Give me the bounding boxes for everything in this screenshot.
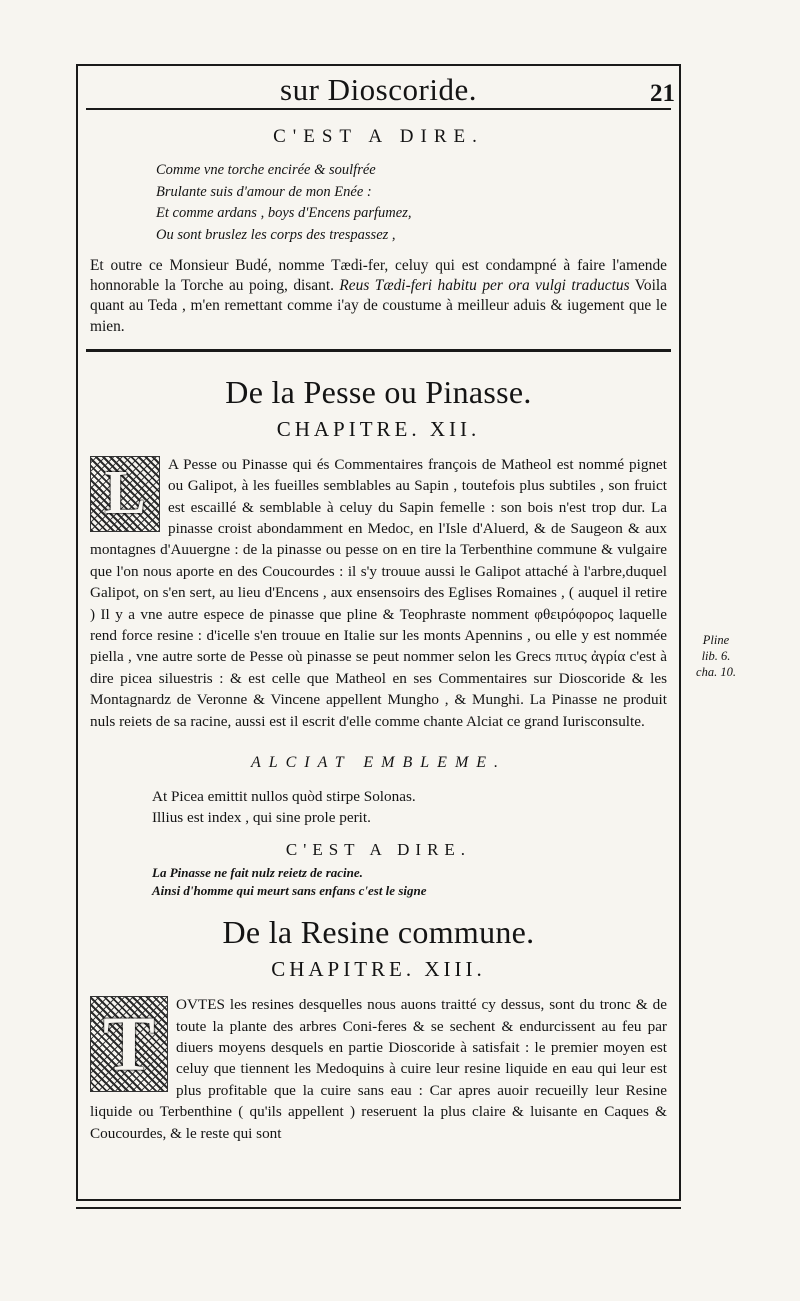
verse-block — [152, 864, 671, 900]
page-number: 21 — [650, 80, 675, 107]
margin-note-line: cha. 10. — [696, 665, 736, 679]
verse-line: La Pinasse ne fait nulz reietz de racine. — [152, 865, 363, 881]
latin-quote: Reus Tædi-feri habitu per ora vulgi traductus — [339, 277, 630, 295]
initial-letter: T — [102, 1000, 156, 1088]
verse-line: Et comme ardans , boys d'Encens parfumez, — [156, 205, 412, 221]
latin-verse — [152, 786, 671, 828]
chapter-text: A Pesse ou Pinasse qui és Commentaires françois de Matheol est nommé pignet ou Galipot, à les fueilles semblables au Sapin , toutefois plus subtiles , son fruict est escaillé & semblable à celuy du Sapin femelle : son bois n'est trop dur. La pinasse croist abondamment en Medoc, en l'Isle d'Aluerd, & de Saugeon & aux montagnes d'Auuergne : de la pinasse ou pesse on en tire la Terbenthine commune & vulgaire que l'on nous aporte en des Coucourdes : il s'y trouue aussi le Galipot attaché à l'arbre,duquel Galipot, on s'en sert, au lieu d'Encens , aux ensensoirs des Eglises Romaines , ( auquel il retire ) Il y a vne autre espece de pinasse que pline & Teophraste nomment φθειρόφορος laquelle rend force resine : d'icelle s'en trouue en Italie sur les monts Apennins , ou elle y est nommée piella , vne autre sorte de Pesse où pinasse se peut nommer selon les Grecs πιτυς ἀγρία c'est à dire picea siluestris : & est celle que Matheol en ses Commentaires sur Dioscoride & les Montagnardz de Veronne & Vincene appellent Mungho , & Munghi. La Pinasse ne produit nuls reiets de sa racine, aussi est il escrit d'elle comme chante Alciat ce grand Iurisconsulte. — [90, 455, 667, 730]
margin-note-line: Pline — [702, 633, 730, 647]
margin-note — [686, 632, 746, 680]
prose-text: Et outre ce Monsieur Budé, nomme Tædi-fer, celuy qui est condampné à faire l'amende honnorable la Torche au poing, disant. — [90, 257, 667, 295]
chapter-number: CHAPITRE. XIII. — [271, 957, 486, 982]
ornamental-initial — [90, 456, 160, 532]
section-heading: C'EST A DIRE. — [273, 126, 484, 147]
margin-note-line: lib. 6. — [701, 649, 731, 663]
ornamental-initial — [90, 996, 168, 1092]
chapter-text: OVTES les resines desquelles nous auons traitté cy dessus, sont du tronc & de toute la plante des arbres Coni-feres & se sechent & endurcissent au feu par diuers moyens desquels en partie Dioscoride à satisfait : le premier moyen est celuy que tiennent les Medoquins à cuire leur resine liquide en eau qui leur est plus profitable que la cuire sans eau : Car apres auoir recueilly leur Resine liquide ou Terbenthine ( qu'ils appellent ) reseruent la plus claire & luisante en Caques & Coucourdes, & le reste qui sont — [90, 996, 667, 1142]
bottom-rule — [76, 1207, 681, 1209]
verse-line: Ainsi d'homme qui meurt sans enfans c'est le signe — [152, 883, 427, 899]
verse-line: Illius est index , qui sine prole perit. — [152, 809, 371, 827]
running-title: sur Dioscoride. — [280, 72, 477, 107]
emblem-heading: ALCIAT EMBLEME. — [250, 754, 507, 772]
chapter-title: De la Resine commune. — [222, 914, 535, 951]
initial-letter: L — [104, 459, 146, 528]
verse-line: Ou sont bruslez les corps des trespassez , — [156, 226, 396, 243]
chapter-number: CHAPITRE. XII. — [276, 416, 481, 441]
verse-block — [156, 160, 671, 246]
chapter-body — [86, 994, 671, 1144]
section-heading: C'EST A DIRE. — [285, 840, 472, 860]
verse-line: Comme vne torche encirée & soulfrée — [156, 162, 376, 178]
prose-paragraph — [86, 256, 671, 337]
page-content — [86, 66, 675, 1144]
verse-line: At Picea emittit nullos quòd stirpe Solonas. — [152, 788, 416, 806]
section-divider — [86, 349, 671, 352]
prose-text: Voila quant au Teda , m'en remettant comme i'ay de coustume à meilleur aduis & iugement que le mien. — [90, 277, 667, 335]
running-head — [86, 66, 675, 110]
chapter-title: De la Pesse ou Pinasse. — [225, 373, 532, 410]
chapter-body — [86, 454, 671, 732]
verse-line: Brulante suis d'amour de mon Enée : — [156, 183, 372, 200]
